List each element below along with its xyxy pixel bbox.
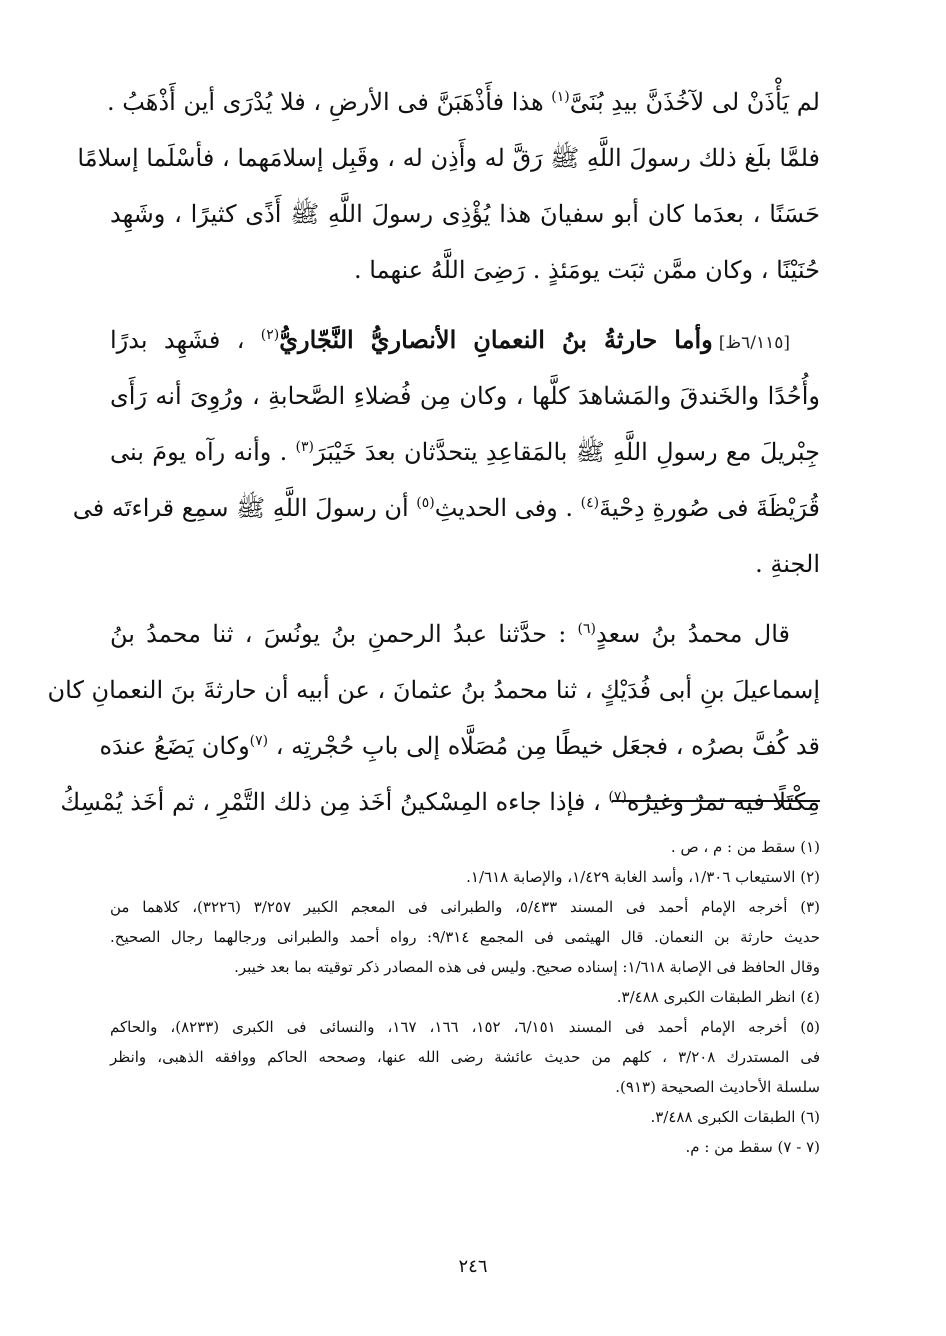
text-line xyxy=(72,480,820,536)
entry-heading: وأما حارثةُ بنُ النعمانِ الأنصاريُّ النَّجّاريُّ xyxy=(279,325,713,354)
footnote-line: وقال الحافظ فى الإصابة ١/٦١٨: إسناده صحيح. وليس فى هذه المصادر ذكر توقيته بما بعد خيبر. xyxy=(234,958,820,976)
text-line xyxy=(110,312,820,368)
footnote-ref[interactable]: (٧) xyxy=(249,733,269,749)
footnote-ref[interactable]: (٣) xyxy=(295,439,315,455)
footnote-line: (٣) أخرجه الإمام أحمد فى المسند ٥/٤٣٣، والطبرانى فى المعجم الكبير ٣/٢٥٧ (٣٢٢٦)، كلاهما من xyxy=(110,898,820,916)
text-line: فلمَّا بلَغ ذلك رسولَ اللَّهِ ﷺ رَقَّ له وأَذِن له ، وقَبِل إسلامَهما ، فأسْلَما إسلامًا xyxy=(77,144,820,172)
text-segment: أن رسولَ اللَّهِ ﷺ سمِع قراءتَه فى xyxy=(72,494,417,522)
text-segment: قد كُفَّ بصرُه ، فجعَل خيطًا مِن مُصَلَّاه إلى بابِ حُجْرتِه ، xyxy=(268,732,820,760)
text-segment: لم يَأْذَنْ لى لآخُذَنَّ بيدِ بُنَىَّ xyxy=(569,88,820,116)
text-segment: : حدَّثنا عبدُ الرحمنِ بنُ يونُسَ ، ثنا محمدُ بنُ xyxy=(110,620,578,648)
text-line xyxy=(99,718,820,774)
footnote-ref[interactable]: (٢) xyxy=(260,327,280,343)
text-line xyxy=(110,424,820,480)
folio-marker: [٦/١١٥ظ] xyxy=(718,333,790,353)
footnote-ref[interactable]: (٥) xyxy=(416,495,435,511)
footnote-ref[interactable]: (٦) xyxy=(577,621,596,637)
footnote-line: (٦) الطبقات الكبرى ٣/٤٨٨. xyxy=(650,1108,820,1126)
footnote-line: (٥) أخرجه الإمام أحمد فى المسند ٦/١٥١، ١٥٢، ١٦٦، ١٦٧، والنسائى فى الكبرى (٨٢٣٣)، والحاكم xyxy=(110,1018,820,1036)
text-segment: . وفى الحديثِ xyxy=(434,494,581,522)
text-line xyxy=(106,74,820,130)
footnote-ref[interactable]: (١) xyxy=(551,89,570,105)
footnote-ref[interactable]: (٧) xyxy=(608,789,627,805)
footnote-ref[interactable]: (٤) xyxy=(580,495,600,511)
text-line: إسماعيلَ بنِ أبى فُدَيْكٍ ، ثنا محمدُ بنُ عثمانَ ، عن أبيه أن حارثةَ بنَ النعمانِ كان xyxy=(47,676,820,704)
text-segment: ، فإذا جاءه المِسْكينُ أخَذ مِن ذلك التَّمْرِ ، ثم أخَذ يُمْسِكُ xyxy=(60,788,609,816)
text-segment: هذا فأَذْهَبَنَّ فى الأرضِ ، فلا يُدْرَى أين أَذْهَبُ . xyxy=(106,88,552,116)
text-segment: مِكْتَلًا فيه تمرٌ وغيرُه xyxy=(626,788,820,816)
text-line xyxy=(60,774,820,830)
footnote-line: سلسلة الأحاديث الصحيحة (٩١٣). xyxy=(615,1078,820,1096)
text-line: حَسَنًا ، بعدَما كان أبو سفيانَ هذا يُؤْذِى رسولَ اللَّهِ ﷺ أَذًى كثيرًا ، وشَهِد xyxy=(110,200,820,228)
footnote-line: (٧ - ٧) سقط من : م. xyxy=(685,1138,820,1156)
footnote-line: (٢) الاستيعاب ١/٣٠٦، وأسد الغابة ١/٤٢٩، والإصابة ١/٦١٨. xyxy=(466,868,820,886)
text-segment: قال محمدُ بنُ سعدٍ xyxy=(596,620,790,648)
footnote-divider xyxy=(612,800,820,802)
page-number: ٢٤٦ xyxy=(458,1256,488,1277)
footnote-line: (١) سقط من : م ، ص . xyxy=(670,838,820,856)
text-segment: وكان يَضَعُ عندَه xyxy=(99,732,250,760)
footnote-line: فى المستدرك ٣/٢٠٨ ، كلهم من حديث عائشة رضى الله عنها، وصححه الحاكم ووافقه الذهبى، وانظر xyxy=(110,1048,820,1066)
text-segment: . وأنه رآه يومَ بنى xyxy=(110,438,296,466)
main-text xyxy=(47,74,820,830)
text-segment: ، فشَهِد بدرًا xyxy=(110,326,261,354)
footnote-line: حديث حارثة بن النعمان. قال الهيثمى فى المجمع ٩/٣١٤: رواه أحمد والطبرانى ورجالهما رجال الصحيح. xyxy=(110,928,820,946)
text-line: حُنَيْنًا ، وكان ممَّن ثبَت يومَئذٍ . رَضِىَ اللَّهُ عنهما . xyxy=(354,256,820,284)
text-line: الجنةِ . xyxy=(755,550,820,578)
text-segment: جِبْريلَ مع رسولِ اللَّهِ ﷺ بالمَقاعِدِ يتحدَّثان بعدَ خَيْبَرَ xyxy=(314,438,820,466)
footnotes xyxy=(110,832,820,1162)
text-segment: قُرَيْظَةَ فى صُورةِ دِحْيةَ xyxy=(599,494,820,522)
text-line: وأُحُدًا والخَندقَ والمَشاهدَ كلَّها ، وكان مِن فُضلاءِ الصَّحابةِ ، ورُوِىَ أنه رَأَى xyxy=(110,382,820,410)
footnote-line: (٤) انظر الطبقات الكبرى ٣/٤٨٨. xyxy=(616,988,820,1006)
text-line xyxy=(110,606,820,662)
